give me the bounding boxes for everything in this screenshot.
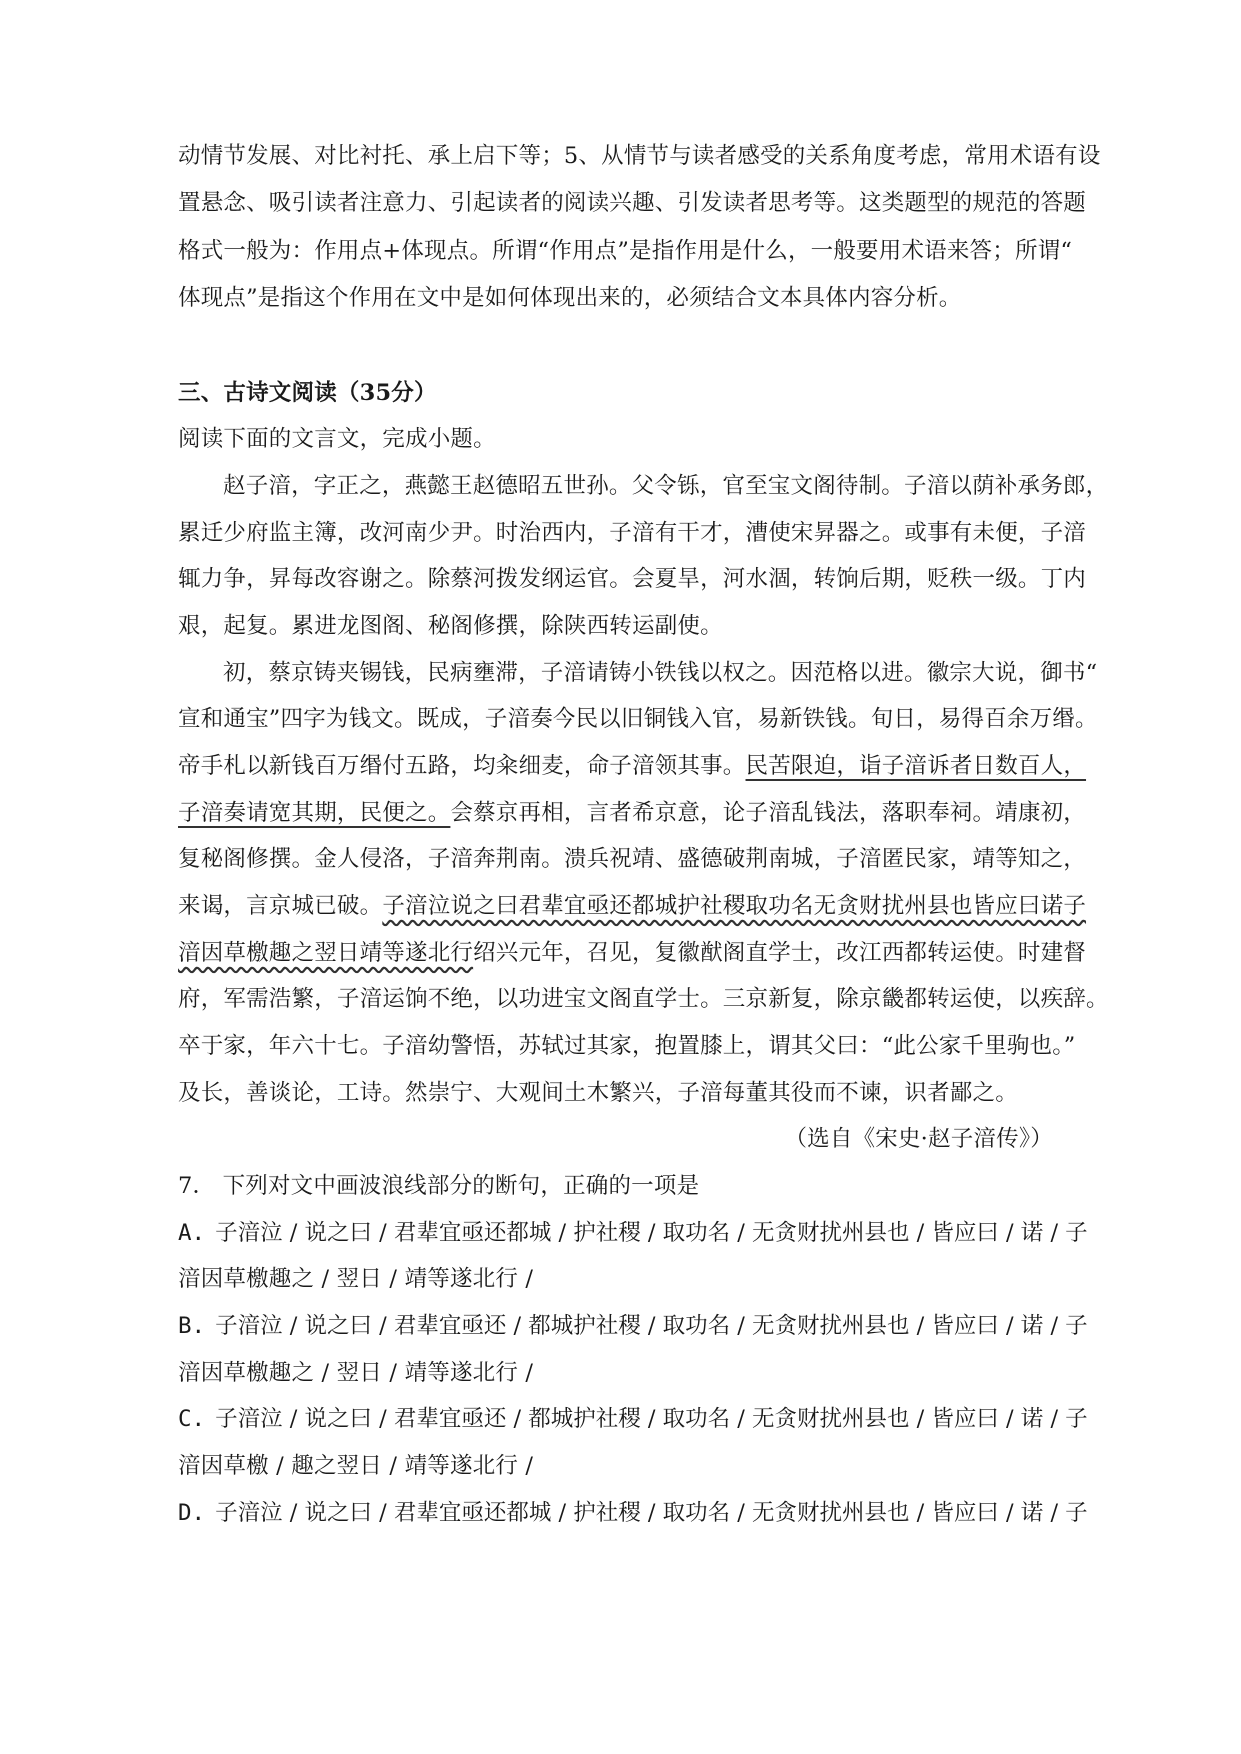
passage-p1-line-3: 辄力争，昇每改容谢之。除蔡河拨发纲运官。会夏旱，河水涸，转饷后期，贬秩一级。丁内: [178, 566, 1087, 592]
passage-p1-line-2: 累迁少府监主簿，改河南少尹。时治西内，子湆有干才，漕使宋昇器之。或事有未便，子湆: [178, 520, 1087, 546]
passage-text: 绍兴元年，召见，复徽猷阁直学士，改江西都转运使。时建督: [473, 940, 1087, 966]
option-label: A.: [178, 1220, 206, 1246]
passage-p2-line-7: [178, 942, 1086, 965]
passage-text: 会蔡京再相，言者希京意，论子湆乱钱法，落职奉祠。靖康初，: [450, 800, 1087, 826]
underlined-sentence: 民苦限迫，诣子湆诉者日数百人，: [745, 753, 1087, 779]
intro-line-3: 格式一般为：作用点+体现点。所谓“作用点”是指作用是什么，一般要用术语来答；所谓“: [178, 238, 1073, 264]
passage-text: 帝手札以新钱百万缗付五路，均籴细麦，命子湆领其事。: [178, 753, 746, 779]
option-d-line-1: [178, 1502, 1088, 1525]
section-instruction: 阅读下面的文言文，完成小题。: [178, 426, 496, 452]
intro-line-2: 置悬念、吸引读者注意力、引起读者的阅读兴趣、引发读者思考等。这类题型的规范的答题: [178, 190, 1087, 216]
intro-line-1: 动情节发展、对比衬托、承上启下等；5、从情节与读者感受的关系角度考虑，常用术语有设: [178, 143, 1101, 169]
passage-p1-line-1: 赵子湆，字正之，燕懿王赵德昭五世孙。父令铄，官至宝文阁待制。子湆以荫补承务郎，: [223, 473, 1109, 499]
option-text: 子湆泣 / 说之曰 / 君辈宜亟还 / 都城护社稷 / 取功名 / 无贪财扰州县也 / 皆应曰 / 诺 / 子: [215, 1406, 1088, 1432]
option-text: 子湆泣 / 说之曰 / 君辈宜亟还都城 / 护社稷 / 取功名 / 无贪财扰州县也 / 皆应曰 / 诺 / 子: [215, 1220, 1088, 1246]
option-label: D.: [178, 1500, 206, 1526]
underlined-sentence: 子湆奏请宽其期，民便之。: [178, 800, 451, 826]
option-b-line-2: 湆因草檄趣之 / 翌日 / 靖等遂北行 /: [178, 1360, 534, 1386]
intro-line-4: 体现点”是指这个作用在文中是如何体现出来的，必须结合文本具体内容分析。: [178, 285, 962, 311]
passage-p2-line-9: 卒于家，年六十七。子湆幼警悟，苏轼过其家，抱置膝上，谓其父曰：“此公家千里驹也。”: [178, 1033, 1076, 1059]
passage-text: 来谒，言京城已破。: [178, 893, 383, 919]
option-a-line-2: 湆因草檄趣之 / 翌日 / 靖等遂北行 /: [178, 1266, 534, 1292]
passage-p2-line-5: 复秘阁修撰。金人侵洛，子湆奔荆南。溃兵祝靖、盛德破荆南城，子湆匿民家，靖等知之，: [178, 846, 1087, 872]
passage-p2-line-10: 及长，善谈论，工诗。然崇宁、大观间土木繁兴，子湆每董其役而不谏，识者鄙之。: [178, 1080, 1018, 1106]
option-a-line-1: [178, 1222, 1088, 1245]
passage-p2-line-3: [178, 755, 1086, 778]
wavy-underlined-text: 湆因草檄趣之翌日靖等遂北行: [178, 940, 474, 966]
option-c-line-1: [178, 1408, 1088, 1431]
option-text: 子湆泣 / 说之曰 / 君辈宜亟还 / 都城护社稷 / 取功名 / 无贪财扰州县也 / 皆应曰 / 诺 / 子: [215, 1313, 1088, 1339]
option-c-line-2: 湆因草檄 / 趣之翌日 / 靖等遂北行 /: [178, 1453, 534, 1479]
passage-p2-line-8: 府，军需浩繁，子湆运饷不绝，以功进宝文阁直学士。三京新复，除京畿都转运使，以疾辞。: [178, 986, 1109, 1012]
option-label: C.: [178, 1406, 206, 1432]
section-heading: 三、古诗文阅读（35分）: [178, 380, 437, 406]
passage-source: （选自《宋史·赵子湆传》）: [784, 1126, 1053, 1152]
passage-p2-line-6: [178, 895, 1086, 918]
passage-p2-line-4: [178, 802, 1086, 825]
option-b-line-1: [178, 1315, 1088, 1338]
passage-p1-line-4: 艰，起复。累进龙图阁、秘阁修撰，除陕西转运副使。: [178, 613, 723, 639]
option-label: B.: [178, 1313, 206, 1339]
passage-p2-line-1: 初，蔡京铸夹锡钱，民病壅滞，子湆请铸小铁钱以权之。因范格以进。徽宗大说，御书“: [223, 660, 1098, 686]
wavy-underlined-text: 子湆泣说之曰君辈宜亟还都城护社稷取功名无贪财扰州县也皆应曰诺子: [382, 893, 1087, 919]
passage-p2-line-2: 宣和通宝”四字为钱文。既成，子湆奏今民以旧铜钱入官，易新铁钱。旬日，易得百余万缗。: [178, 706, 1098, 732]
option-text: 子湆泣 / 说之曰 / 君辈宜亟还都城 / 护社稷 / 取功名 / 无贪财扰州县也 / 皆应曰 / 诺 / 子: [215, 1500, 1088, 1526]
question-stem: 7． 下列对文中画波浪线部分的断句，正确的一项是: [178, 1173, 700, 1199]
